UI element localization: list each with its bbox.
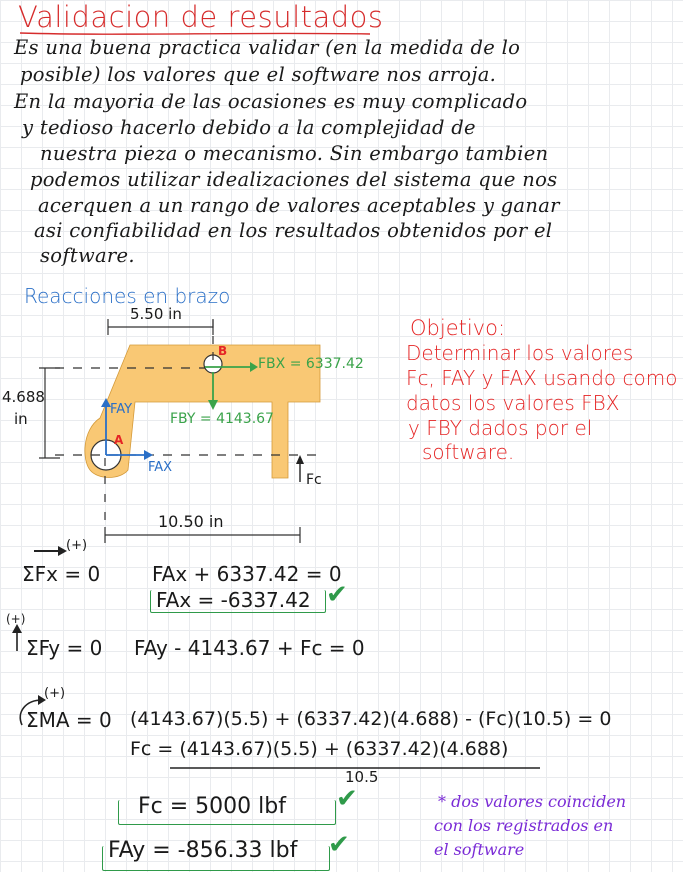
check-icon: ✔ — [326, 580, 348, 610]
paragraph-line: posible) los valores que el software nos arroja. — [20, 63, 497, 86]
paragraph-line: nuestra pieza o mecanismo. Sin embargo tambien — [40, 142, 549, 165]
paragraph-line: Es una buena practica validar (en la medida de lo — [14, 36, 521, 59]
ma-sign: (+) — [44, 686, 66, 701]
fc-label: Fc — [306, 472, 322, 488]
page-title: Validacion de resultados — [18, 0, 384, 34]
paragraph-line: acerquen a un rango de valores aceptables y ganar — [38, 194, 560, 217]
check-icon: ✔ — [336, 784, 358, 814]
fc-result: Fc = 5000 lbf — [138, 794, 286, 819]
dim-left-unit: in — [14, 410, 28, 428]
paragraph-line: software. — [40, 244, 135, 267]
dim-bottom-label: 10.50 in — [158, 512, 224, 531]
paragraph-line: y tedioso hacerlo debido a la complejidad de — [22, 116, 476, 139]
sum-fy-equation: FAy - 4143.67 + Fc = 0 — [134, 636, 365, 660]
note-line: * dos valores coinciden — [438, 792, 627, 811]
objective-line: datos los valores FBX — [406, 391, 620, 415]
paragraph-line: En la mayoria de las ocasiones es muy complicado — [14, 90, 528, 113]
objective-line: Determinar los valores — [406, 341, 634, 365]
objective-heading: Objetivo: — [410, 316, 506, 340]
sum-fx-equation: FAx + 6337.42 = 0 — [152, 562, 342, 586]
fc-denominator: 10.5 — [345, 768, 379, 786]
objective-line: software. — [422, 440, 515, 464]
check-icon: ✔ — [328, 830, 350, 860]
fay-label: FAY — [110, 402, 133, 417]
paragraph-line: podemos utilizar idealizaciones del sistema que nos — [30, 168, 558, 191]
fay-result: FAy = -856.33 lbf — [108, 838, 298, 863]
fbx-label: FBX = 6337.42 — [258, 356, 364, 372]
fax-result: FAx = -6337.42 — [156, 588, 311, 612]
point-a-label: A — [114, 433, 124, 447]
sum-ma-label: ΣMA = 0 — [26, 708, 112, 732]
paragraph-line: asi confiabilidad en los resultados obtenidos por el — [34, 219, 553, 242]
note-line: con los registrados en — [434, 816, 614, 835]
objective-line: Fc, FAY y FAX usando como — [406, 366, 678, 390]
fax-label: FAX — [148, 460, 173, 475]
sum-ma-equation: (4143.67)(5.5) + (6337.42)(4.688) - (Fc)(10.5) = 0 — [130, 708, 612, 730]
fby-label: FBY = 4143.67 — [170, 411, 274, 427]
dim-top-label: 5.50 in — [130, 305, 182, 323]
section-title: Reacciones en brazo — [24, 284, 231, 308]
fy-sign: (+) — [6, 612, 26, 626]
note-line: el software — [434, 840, 525, 859]
sum-fy-label: ΣFy = 0 — [26, 636, 103, 660]
sum-fx-label: ΣFx = 0 — [22, 562, 101, 586]
objective-line: y FBY dados por el — [408, 416, 593, 440]
fc-numerator: Fc = (4143.67)(5.5) + (6337.42)(4.688) — [130, 738, 509, 760]
dim-left-value: 4.688 — [2, 388, 45, 406]
fx-sign: (+) — [66, 538, 88, 553]
point-b-label: B — [218, 344, 228, 358]
